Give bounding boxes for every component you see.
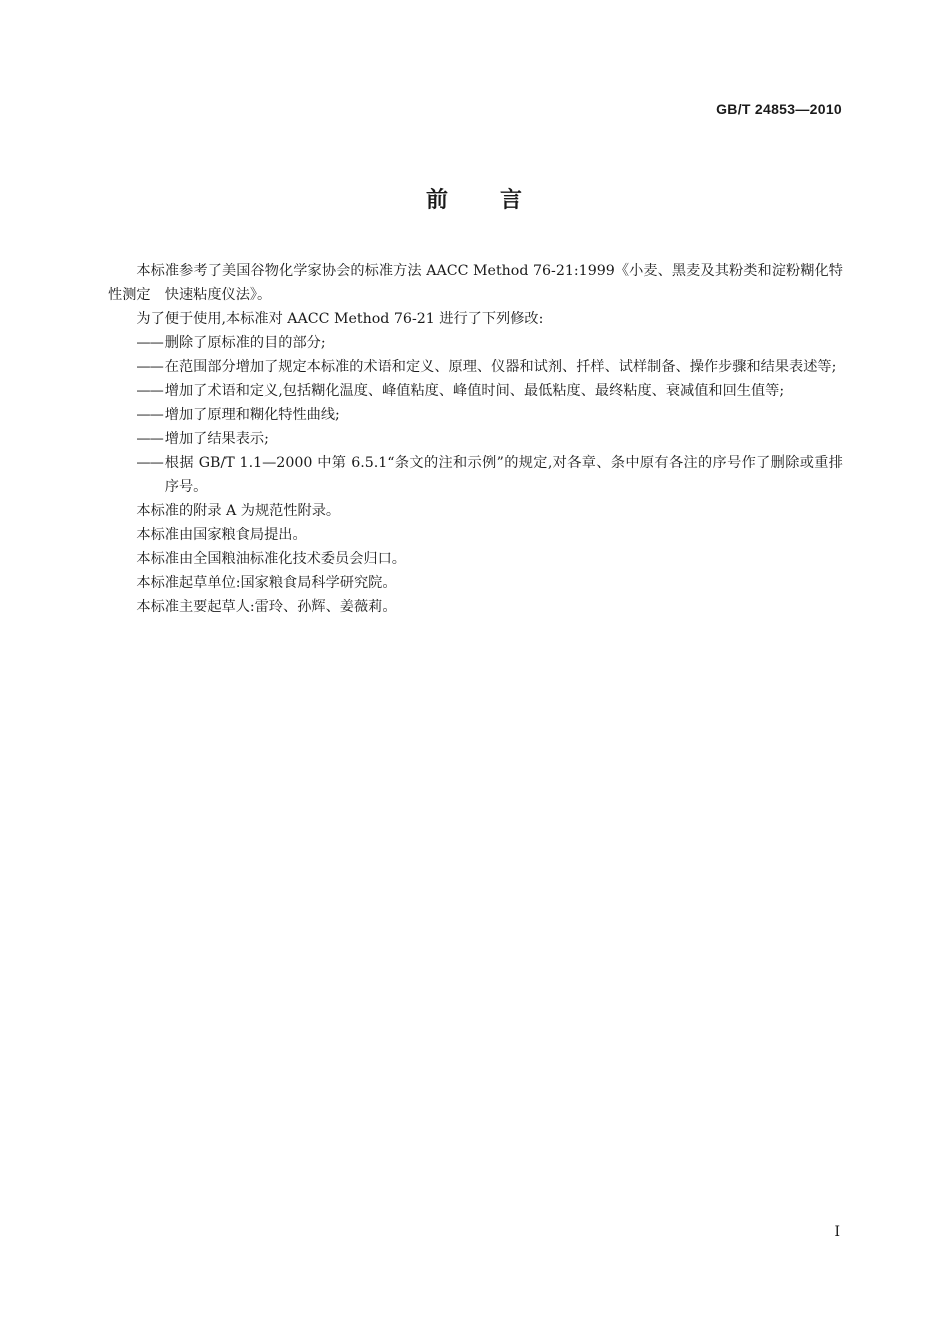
list-dash: —— xyxy=(136,359,163,375)
list-dash: —— xyxy=(136,335,163,351)
list-item xyxy=(108,427,843,451)
page-number: I xyxy=(834,1224,840,1240)
list-item xyxy=(108,403,843,427)
list-dash: —— xyxy=(136,431,163,447)
list-item-text: 根据 GB/T 1.1—2000 中第 6.5.1“条文的注和示例”的规定,对各章、条中原有各注的序号作了删除或重排序号。 xyxy=(164,455,843,495)
list-item xyxy=(108,331,843,355)
modifications-intro: 为了便于使用,本标准对 AACC Method 76-21 进行了下列修改: xyxy=(136,311,544,327)
drafters: 本标准主要起草人:雷玲、孙辉、姜薇莉。 xyxy=(136,599,397,615)
list-item xyxy=(108,379,843,403)
intro-paragraph: 本标准参考了美国谷物化学家协会的标准方法 AACC Method 76-21:1999《小麦、黑麦及其粉类和淀粉糊化特性测定 快速粘度仪法》。 xyxy=(108,263,843,303)
list-item-text: 删除了原标准的目的部分; xyxy=(164,335,326,351)
list-dash: —— xyxy=(136,455,163,471)
list-item xyxy=(108,451,843,499)
title-char-2: 言 xyxy=(500,188,525,213)
list-item-text: 增加了原理和糊化特性曲线; xyxy=(164,407,340,423)
foreword-body xyxy=(108,259,843,619)
list-item xyxy=(108,355,843,379)
annex-statement: 本标准的附录 A 为规范性附录。 xyxy=(136,503,341,519)
page-title xyxy=(0,183,950,214)
drafting-unit: 本标准起草单位:国家粮食局科学研究院。 xyxy=(136,575,397,591)
title-char-1: 前 xyxy=(425,188,450,213)
list-item-text: 增加了术语和定义,包括糊化温度、峰值粘度、峰值时间、最低粘度、最终粘度、衰减值和回生值等; xyxy=(164,383,785,399)
standard-number: GB/T 24853—2010 xyxy=(716,101,842,117)
list-item-text: 增加了结果表示; xyxy=(164,431,269,447)
list-dash: —— xyxy=(136,407,163,423)
list-item-text: 在范围部分增加了规定本标准的术语和定义、原理、仪器和试剂、扦样、试样制备、操作步骤和结果表述等; xyxy=(164,359,837,375)
centralized-by: 本标准由全国粮油标准化技术委员会归口。 xyxy=(136,551,406,567)
list-dash: —— xyxy=(136,383,163,399)
proposed-by: 本标准由国家粮食局提出。 xyxy=(136,527,307,543)
